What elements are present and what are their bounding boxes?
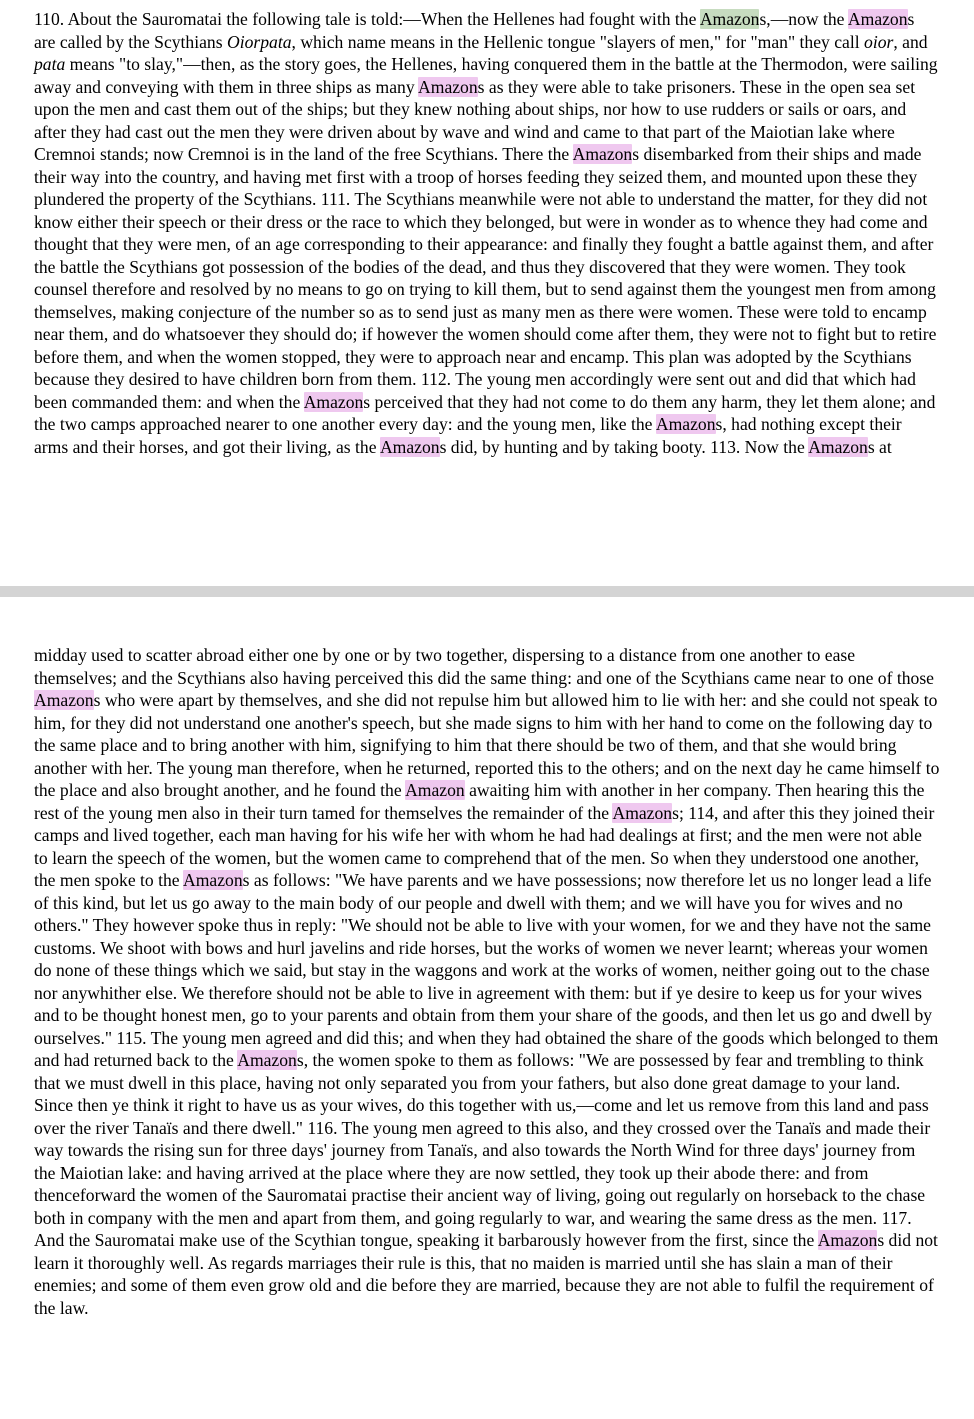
text-run: s,—now the <box>759 9 848 29</box>
page-1-text <box>34 8 940 458</box>
search-match: Amazon <box>847 9 908 29</box>
text-run: , and <box>893 31 928 52</box>
search-match: Amazon <box>303 391 364 412</box>
search-match: Amazon <box>817 1230 878 1250</box>
text-run: s at <box>867 436 892 457</box>
current-search-match: Amazon <box>699 9 760 29</box>
search-match: Amazon <box>808 436 868 457</box>
text-run: s as they were able to take prisoners. These in the open sea set upon the men and cast them out of the ships; but they knew nothing about ships, nor how to use rudders or sails or oars, and after they had cast out the men they were driven about by wave and wind and came to that part of the Maiotian lake where Cremnoi stands; now Cremnoi is in the land of the free Scythians. There the <box>34 76 916 164</box>
text-run: s did, by hunting and by taking booty. 113. Now the <box>439 436 809 457</box>
text-run: s who were apart by themselves, and she did not repulse him but allowed him to lie with her: and she could not speak to him, for they did not understand one another's speech, but she made signs to him with her hand to come on the following day to the same place and to bring another with him, signifying to him that there should be two of them, and that she would bring another with her. The young man therefore, when he returned, reported this to the others; and on the next day he came himself to the place and also brought another, and he found the <box>34 690 940 800</box>
text-run: s, the women spoke to them as follows: "We are possessed by fear and trembling to think that we must dwell in this place, having not only separated you from your fathers, but also done great damage to your land. Since then ye think it right to have us as your wives, do this together with us,—come and let us remove from this land and pass over the river Tanaïs and there dwell." 116. The young men agreed to this also, and they crossed over the Tanaïs and made their way towards the rising sun for three days' journey from Tanaïs, and also towards the North Wind for three days' journey from the Maiotian lake: and having arrived at the place where they are now settled, they took up their abode there: and from thenceforward the women of the Sauromatai practise their ancient way of living, going out regularly on horseback to the chase both in company with the men and apart from them, and going regularly to war, and wearing the same dress as the men. 117. And the Sauromatai make use of the Scythian tongue, speaking it barbarously however from the first, since the <box>34 1050 931 1250</box>
text-run: s, had nothing except their arms and their horses, and got their living, as the <box>34 414 902 457</box>
search-match: Amazon <box>183 870 243 890</box>
search-match: Amazon <box>572 144 633 164</box>
text-run: awaiting him with another in her company. Then hearing this the rest of the young men also in their turn tamed for themselves the remainder of the <box>34 780 925 823</box>
page-separator <box>0 586 974 597</box>
italic-term: oior <box>864 31 894 52</box>
search-match: Amazon <box>237 1050 297 1070</box>
text-run: midday used to scatter abroad either one by one or by two together, dispersing to a distance from one another to ease themselves; and the Scythians also having perceived this did the same thing: and one of the Scythians came near to one of those <box>34 645 934 688</box>
text-run: s as follows: "We have parents and we have possessions; now therefore let us no longer lead a life of this kind, but let us go away to the main body of our people and dwell with them; and we will have you for wives and no others." They however spoke thus in reply: "We should not be able to live with your women, for we and they have not the same customs. We shoot with bows and hurl javelins and ride horses, but the works of women we never learnt; whereas your women do none of these things which we said, but stay in the waggons and work at the works of women, neither going out to the chase nor anywhither else. We therefore should not be able to live in agreement with them: but if ye desire to keep us for your wives and to be thought honest men, go to your parents and obtain from them your share of the goods, and then let us go and dwell by ourselves." 115. The young men agreed and did this; and when they had obtained the share of the goods which belonged to them and had returned back to the <box>34 870 939 1070</box>
italic-term: pata <box>34 54 66 74</box>
text-run: s did not learn it thoroughly well. As regards marriages their rule is this, that no maiden is married until she has slain a man of their enemies; and some of them even grow old and die before they are married, because they are not able to fulfil the requirement of the law. <box>34 1230 938 1318</box>
search-match: Amazon <box>34 690 94 710</box>
text-run: 110. About the Sauromatai the following tale is told:—When the Hellenes had fought with the <box>34 9 700 29</box>
text-run: s are called by the Scythians <box>34 9 915 52</box>
search-match: Amazon <box>379 436 440 457</box>
document-page-2 <box>0 597 974 1419</box>
text-run: s disembarked from their ships and made their way into the country, and having met first with a troop of horses feeding they seized them, and mounted upon these they plundered the property of the Scythians. 111. The Scythians meanwhile were not able to understand the matter, for they did not know either their speech or their dress or the race to which they belonged, but were in wonder as to whence they had come and thought that they were men, of an age corresponding to their appearance: and finally they fought a battle against them, and after the battle the Scythians got possession of the bodies of the dead, and thus they discovered that they were women. They took counsel therefore and resolved by no means to go on trying to kill them, but to send against them the youngest men from among themselves, making conjecture of the number so as to send just as many men as there were women. These were told to encamp near them, and do whatsoever they should do; if however the women should come after them, they were not to fight but to retire before them, and when the women stopped, they were to approach near and encamp. This plan was adopted by the Scythians because they desired to have children born from them. 112. The young men accordingly were sent out and did that which had been commanded them: and when the <box>34 144 937 412</box>
search-match: Amazon <box>418 76 478 97</box>
text-run: s perceived that they had not come to do them any harm, they let them alone; and the two camps approached nearer to one another every day: and the young men, like the <box>34 391 936 434</box>
page-2-text <box>34 644 940 1319</box>
italic-term: Oiorpata <box>226 31 292 52</box>
text-run: s; 114, and after this they joined their camps and lived together, each man having for his wife her with whom he had had dealings at first; and the men were not able to learn the speech of the women, but the women came to comprehend that of the men. So when they understood one another, the men spoke to the <box>34 802 935 890</box>
search-match: Amazon <box>612 802 673 823</box>
search-match: Amazon <box>405 780 465 800</box>
document-page-1 <box>0 0 974 586</box>
text-run: , which name means in the Hellenic tongue "slayers of men," for "man" they call <box>291 31 865 52</box>
search-match: Amazon <box>655 414 716 434</box>
text-run: means "to slay,"—then, as the story goes, the Hellenes, having conquered them in the battle at the Thermodon, were sailing away and conveying with them in three ships as many <box>34 54 938 97</box>
